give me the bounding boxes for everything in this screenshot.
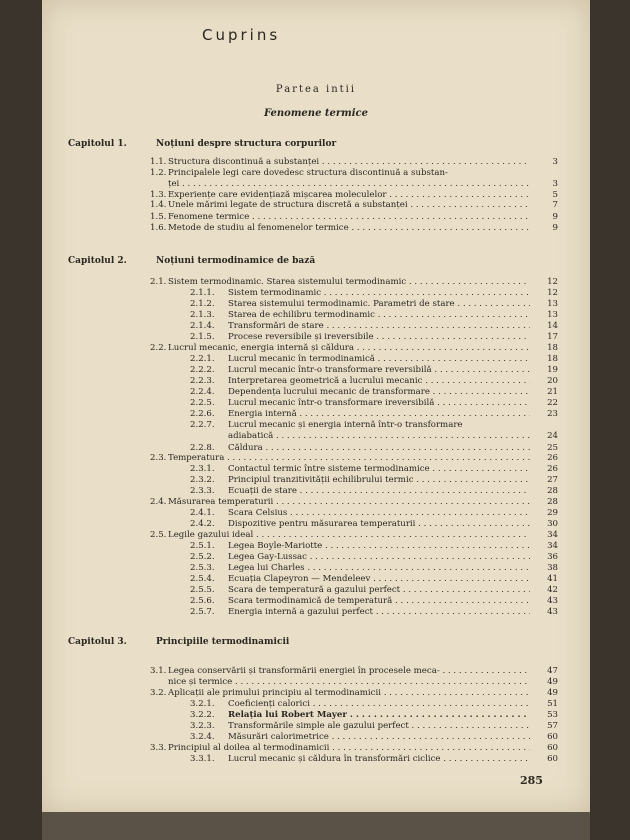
section-title: Coeficienți calorici . . . (228, 699, 530, 709)
section-title: Dispozitive pentru măsurarea temperaturii . . . (228, 519, 530, 529)
section-number: 2.2.3. (190, 376, 215, 386)
page-ref: 24 (547, 431, 558, 441)
section-number: 2.1.5. (190, 332, 215, 342)
section-title: Dependența lucrului mecanic de transformare . . . (228, 387, 530, 397)
section-title: Principalele legi care dovedesc structura discontinuă a substan- (168, 168, 448, 178)
page-ref: 43 (547, 607, 558, 617)
section-number: 3.2. (150, 688, 167, 698)
page-ref: 28 (547, 486, 558, 496)
section-title: Metode de studiu al fenomenelor termice . . . (168, 223, 530, 233)
page-ref: 28 (547, 497, 558, 507)
section-number: 1.1. (150, 157, 167, 167)
section-number: 2.1. (150, 277, 167, 287)
section-number: 3.2.2. (190, 710, 215, 720)
section-title: Măsurarea temperaturii . . . (168, 497, 530, 507)
page-ref: 13 (547, 310, 558, 320)
section-number: 2.5.1. (190, 541, 215, 551)
section-title: Lucrul mecanic, energia internă și căldura . . . (168, 343, 530, 353)
page-ref: 53 (547, 710, 558, 720)
page-ref: 47 (547, 666, 558, 676)
section-title: Lucrul mecanic și energia internă într-o transformare (228, 420, 463, 430)
section-title: Scara termodinamică de temperatură . . . (228, 596, 530, 606)
section-title: Procese reversibile și ireversibile . . . (228, 332, 530, 342)
section-number: 1.6. (150, 223, 167, 233)
section-title: Legea Boyle-Mariotte . . . (228, 541, 530, 551)
section-number: 2.3.2. (190, 475, 215, 485)
section-title: adiabatică . . . (228, 431, 530, 441)
chapter-title: Noțiuni despre structura corpurilor (156, 139, 337, 149)
section-title: Principiul al doilea al termodinamicii . . . (168, 743, 530, 753)
section-title: Lucrul mecanic într-o transformare ireversibilă . . . (228, 398, 530, 408)
page-ref: 26 (547, 453, 558, 463)
section-number: 2.4.1. (190, 508, 215, 518)
section-number: 2.2.1. (190, 354, 215, 364)
page-ref: 49 (547, 677, 558, 687)
section-title: Interpretarea geometrică a lucrului mecanic . . . (228, 376, 530, 386)
section-number: 2.2.5. (190, 398, 215, 408)
page-ref: 18 (547, 343, 558, 353)
section-number: 3.1. (150, 666, 167, 676)
section-number: 2.2.4. (190, 387, 215, 397)
section-title: Aplicații ale primului principiu al termodinamicii . . . (168, 688, 530, 698)
section-number: 2.2. (150, 343, 167, 353)
page-ref: 21 (547, 387, 558, 397)
section-number: 2.3.1. (190, 464, 215, 474)
section-title: ței . . . (168, 179, 530, 189)
page-ref: 20 (547, 376, 558, 386)
section-number: 2.3.3. (190, 486, 215, 496)
page-ref: 60 (547, 743, 558, 753)
section-title: Relația lui Robert Mayer . . . (228, 710, 530, 720)
section-number: 1.5. (150, 212, 167, 222)
section-number: 2.2.6. (190, 409, 215, 419)
page-ref: 29 (547, 508, 558, 518)
table-of-contents (42, 0, 590, 812)
page-ref: 60 (547, 754, 558, 764)
section-number: 1.2. (150, 168, 167, 178)
section-title: Structura discontinuă a substanței . . . (168, 157, 530, 167)
section-title: Temperatura . . . (168, 453, 530, 463)
section-number: 1.4. (150, 200, 167, 210)
section-number: 2.5.6. (190, 596, 215, 606)
page-ref: 5 (552, 190, 558, 200)
page-ref: 49 (547, 688, 558, 698)
page-ref: 7 (552, 200, 558, 210)
page-ref: 13 (547, 299, 558, 309)
section-title: Energia internă . . . (228, 409, 530, 419)
page-ref: 60 (547, 732, 558, 742)
section-number: 2.1.3. (190, 310, 215, 320)
page-ref: 57 (547, 721, 558, 731)
book-page (42, 0, 590, 812)
section-title: Starea de echilibru termodinamic . . . (228, 310, 530, 320)
page-ref: 27 (547, 475, 558, 485)
section-number: 2.4. (150, 497, 167, 507)
section-number: 1.3. (150, 190, 167, 200)
page-ref: 3 (552, 157, 558, 167)
section-title: Sistem termodinamic . . . (228, 288, 530, 298)
section-title: Legea conservării și transformării energiei în procesele meca- . . . (168, 666, 530, 676)
section-number: 3.2.4. (190, 732, 215, 742)
section-number: 2.5. (150, 530, 167, 540)
section-number: 2.2.2. (190, 365, 215, 375)
page-ref: 34 (547, 541, 558, 551)
section-title: Scara Celsius . . . (228, 508, 530, 518)
part-title: Partea intii (275, 84, 357, 95)
page-ref: 12 (547, 288, 558, 298)
section-title: Căldura . . . (228, 443, 530, 453)
page-ref: 9 (552, 212, 558, 222)
page-edge-shadow (42, 812, 590, 840)
page-ref: 25 (547, 443, 558, 453)
page-ref: 42 (547, 585, 558, 595)
page-ref: 43 (547, 596, 558, 606)
page-ref: 19 (547, 365, 558, 375)
part-subtitle: Fenomene termice (264, 108, 368, 119)
section-number: 2.4.2. (190, 519, 215, 529)
chapter-label: Capitolul 3. (68, 637, 127, 647)
page-ref: 22 (547, 398, 558, 408)
page-ref: 34 (547, 530, 558, 540)
section-number: 2.1.4. (190, 321, 215, 331)
page-ref: 51 (547, 699, 558, 709)
page-ref: 12 (547, 277, 558, 287)
section-number: 3.2.3. (190, 721, 215, 731)
chapter-title: Principiile termodinamicii (156, 637, 290, 647)
section-title: Principiul tranzitivității echilibrului termic . . . (228, 475, 530, 485)
page-ref: 17 (547, 332, 558, 342)
page-ref: 18 (547, 354, 558, 364)
section-number: 2.5.7. (190, 607, 215, 617)
chapter-label: Capitolul 1. (68, 139, 127, 149)
section-title: Transformări de stare . . . (228, 321, 530, 331)
section-number: 3.3. (150, 743, 167, 753)
section-number: 2.5.4. (190, 574, 215, 584)
page-ref: 36 (547, 552, 558, 562)
section-title: Legea lui Charles . . . (228, 563, 530, 573)
section-title: Măsurări calorimetrice . . . (228, 732, 530, 742)
page-ref: 14 (547, 321, 558, 331)
page-ref: 26 (547, 464, 558, 474)
section-title: Starea sistemului termodinamic. Parametri de stare . . . (228, 299, 530, 309)
section-title: Scara de temperatură a gazului perfect . . . (228, 585, 530, 595)
section-number: 2.5.5. (190, 585, 215, 595)
section-title: Ecuații de stare . . . (228, 486, 530, 496)
section-title: Lucrul mecanic în termodinamică . . . (228, 354, 530, 364)
page-ref: 30 (547, 519, 558, 529)
section-title: Experiențe care evidențiază mișcarea moleculelor . . . (168, 190, 530, 200)
page-ref: 9 (552, 223, 558, 233)
section-title: Energia internă a gazului perfect . . . (228, 607, 530, 617)
section-number: 3.3.1. (190, 754, 215, 764)
section-number: 2.1.2. (190, 299, 215, 309)
section-title: Sistem termodinamic. Starea sistemului termodinamic . . . (168, 277, 530, 287)
section-title: Legea Gay-Lussac . . . (228, 552, 530, 562)
section-number: 2.2.8. (190, 443, 215, 453)
section-number: 2.5.3. (190, 563, 215, 573)
page-title: Cuprins (202, 26, 281, 44)
section-number: 2.3. (150, 453, 167, 463)
page-ref: 38 (547, 563, 558, 573)
chapter-label: Capitolul 2. (68, 256, 127, 266)
section-title: nice și termice . . . (168, 677, 530, 687)
section-number: 3.2.1. (190, 699, 215, 709)
section-number: 2.1.1. (190, 288, 215, 298)
section-title: Lucrul mecanic și căldura în transformări ciclice . . . (228, 754, 530, 764)
section-title: Unele mărimi legate de structura discretă a substanței . . . (168, 200, 530, 210)
section-title: Ecuația Clapeyron — Mendeleev . . . (228, 574, 530, 584)
chapter-title: Noțiuni termodinamice de bază (156, 256, 316, 266)
section-number: 2.2.7. (190, 420, 215, 430)
page-number: 285 (520, 774, 543, 787)
section-title: Transformările simple ale gazului perfect . . . (228, 721, 530, 731)
section-number: 2.5.2. (190, 552, 215, 562)
page-ref: 41 (547, 574, 558, 584)
page-ref: 3 (552, 179, 558, 189)
section-title: Lucrul mecanic într-o transformare reversibilă . . . (228, 365, 530, 375)
page-ref: 23 (547, 409, 558, 419)
section-title: Fenomene termice . . . (168, 212, 530, 222)
section-title: Contactul termic între sisteme termodinamice . . . (228, 464, 530, 474)
section-title: Legile gazului ideal . . . (168, 530, 530, 540)
